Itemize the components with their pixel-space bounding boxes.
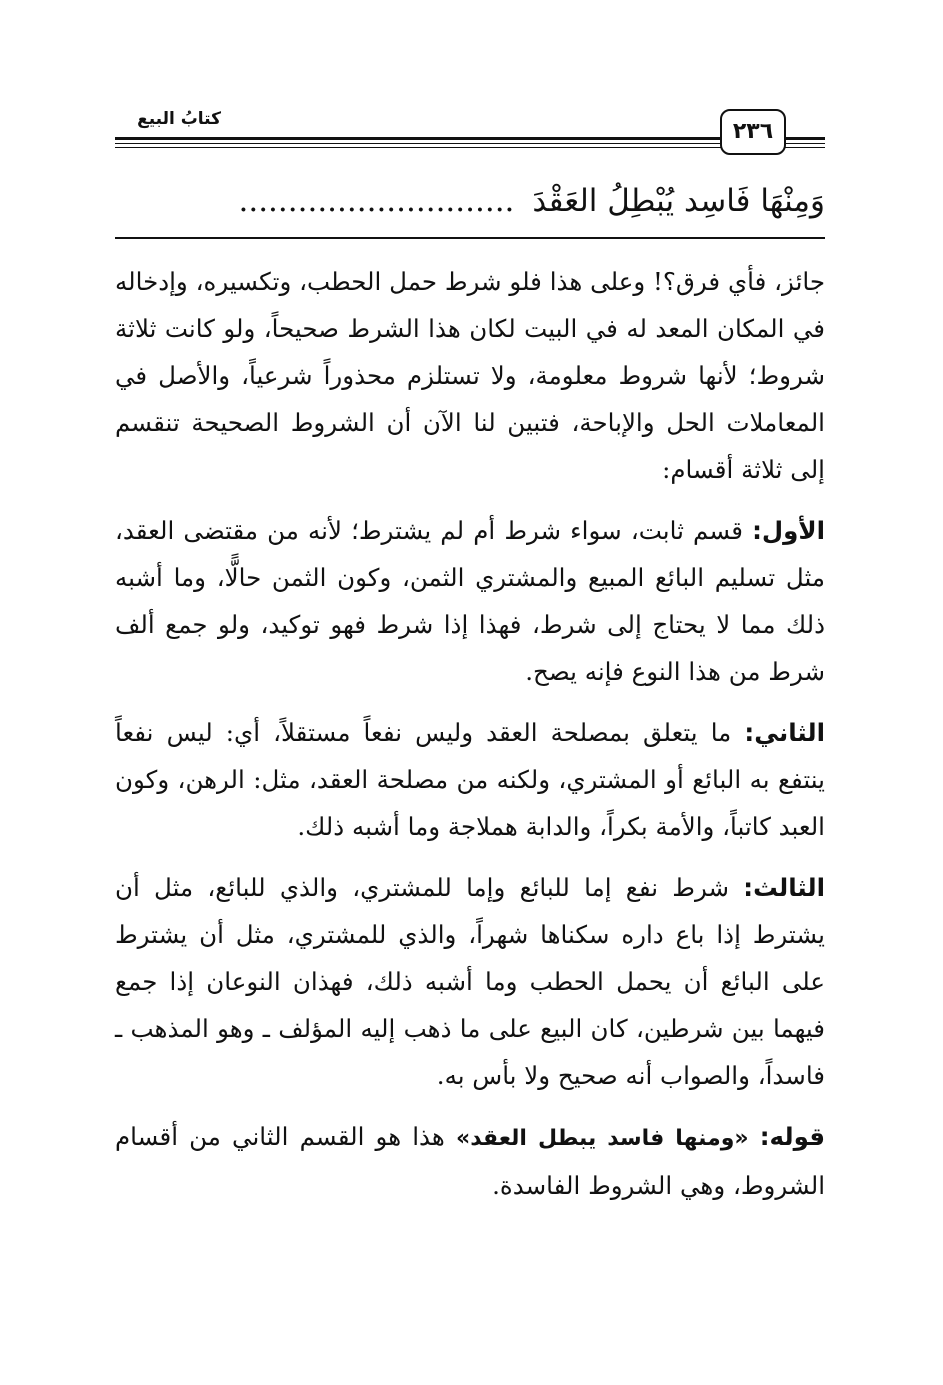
headline-dots: ............................ [238,183,515,219]
paragraph-lead: الثاني: [744,718,825,747]
paragraph-text: جائز، فأي فرق؟! وعلى هذا فلو شرط حمل الحطب، وتكسيره، وإدخاله في المكان المعد له في البيت لكان هذا الشرط صحيحاً، ولو كانت ثلاثة شروط؛ لأنها شروط معلومة، ولا تستلزم محذوراً شرعياً، والأصل في المعاملات الحل والإباحة، فتبين لنا الآن أن الشروط الصحيحة تنقسم إلى ثلاثة أقسام: [115,267,825,484]
page-number: ٢٣٦ [720,109,786,155]
paragraph [115,709,825,850]
paragraph-text: قسم ثابت، سواء شرط أم لم يشترط؛ لأنه من مقتضى العقد، مثل تسليم البائع المبيع والمشتري الثمن، وكون الثمن حالًّا، وما أشبه ذلك مما لا يحتاج إلى شرط، فهذا إذا شرط فهو توكيد، ولو جمع ألف شرط من هذا النوع فإنه يصح. [115,516,825,686]
headline-rule [115,237,825,239]
body-text [115,258,825,1209]
closing-paragraph [115,1113,825,1209]
paragraph-text: شرط نفع إما للبائع وإما للمشتري، والذي للبائع، مثل أن يشترط إذا باع داره سكناها شهراً، والذي للمشتري، مثل أن يشترط على البائع أن يحمل الحطب وما أشبه ذلك، فهذان النوعان إذا جمع فيهما بين شرطين، كان البيع على ما ذهب إليه المؤلف ـ وهو المذهب ـ فاسداً، والصواب أنه صحيح ولا بأس به. [115,873,825,1090]
paragraph [115,507,825,695]
paragraph [115,258,825,493]
header-rule-thin-2 [115,147,825,148]
section-headline [115,176,825,226]
paragraph-lead: الثالث: [743,873,825,902]
header-rule-thick [115,137,825,140]
headline-text: وَمِنْهَا فَاسِد يُبْطِلُ العَقْدَ [532,183,825,219]
paragraph [115,864,825,1099]
running-head-title: كتابُ البيع [137,109,221,129]
closing-text: هذا هو القسم الثاني من أقسام الشروط، وهي الشروط الفاسدة. [115,1122,825,1200]
closing-quote: «ومنها فاسد يبطل العقد» [455,1126,749,1151]
paragraph-text: ما يتعلق بمصلحة العقد وليس نفعاً مستقلاً، أي: ليس نفعاً ينتفع به البائع أو المشتري، ولكنه من مصلحة العقد، مثل: الرهن، وكون العبد كاتباً، والأمة بكراً، والدابة هملاجة وما أشبه ذلك. [115,718,825,841]
closing-lead: قوله: [759,1122,825,1151]
paragraph-lead: الأول: [752,516,825,545]
header-rule-thin-1 [115,143,825,144]
